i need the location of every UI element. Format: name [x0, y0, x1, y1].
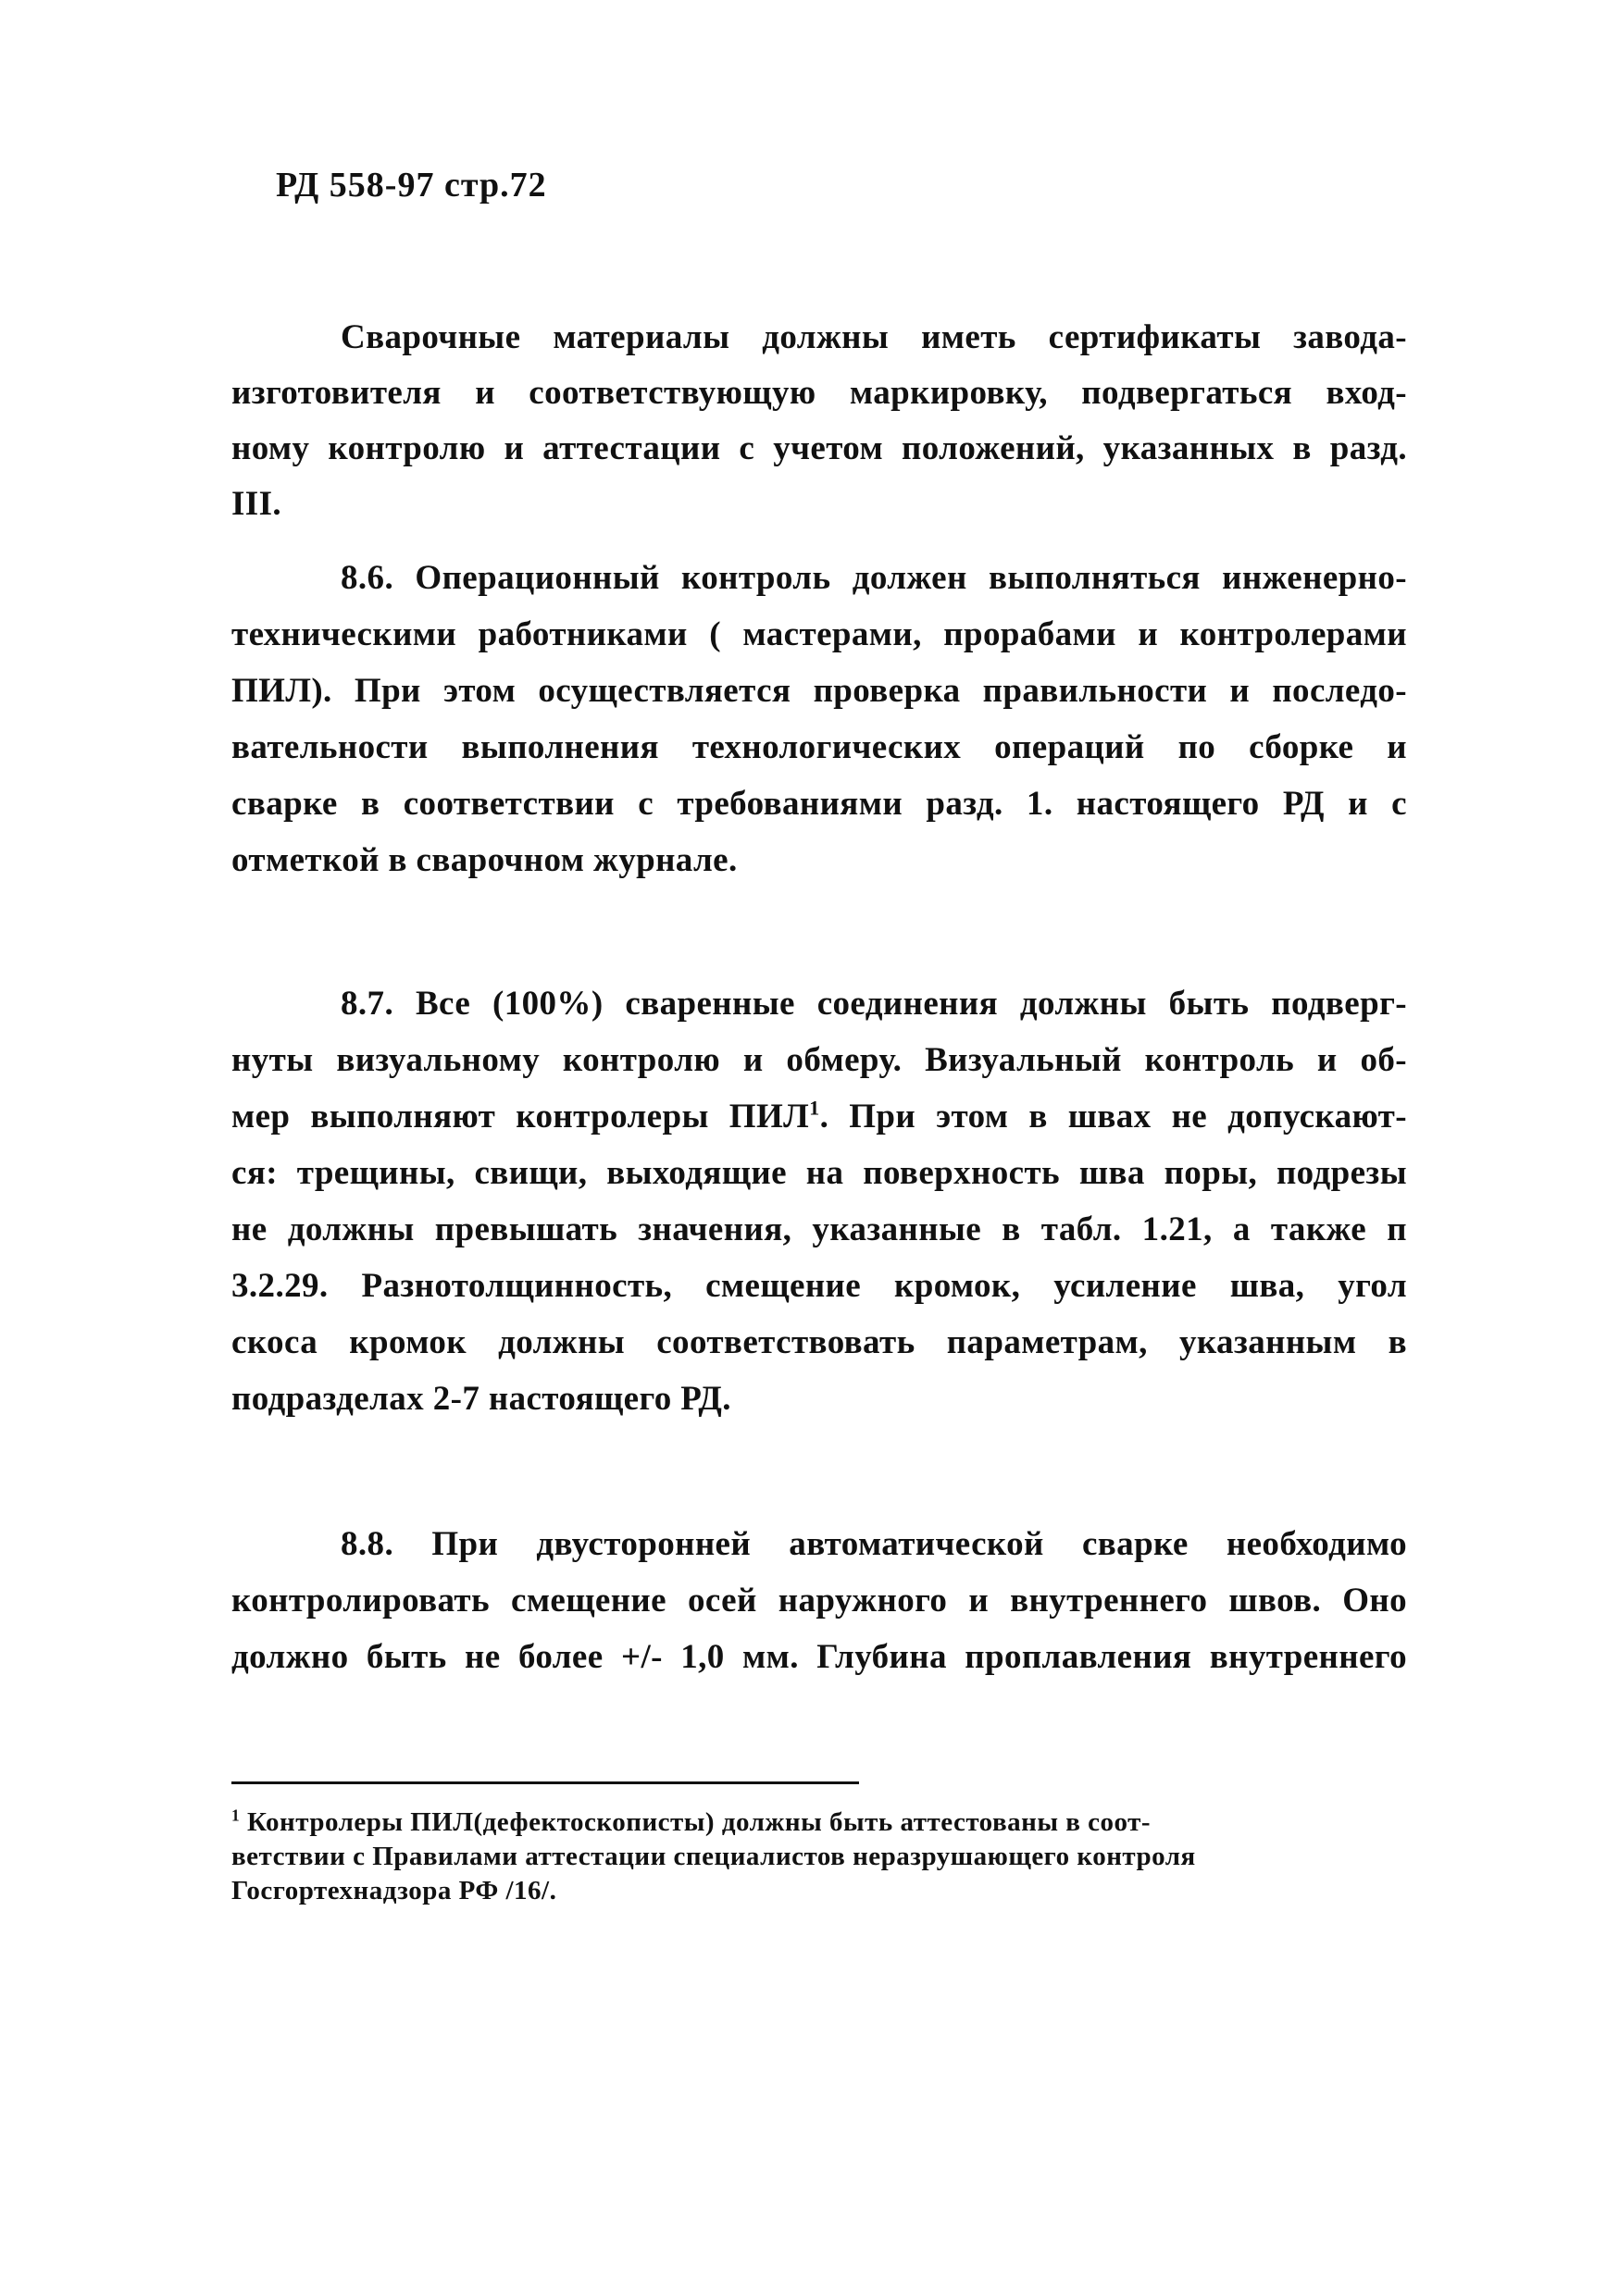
paragraph-line: ся: трещины, свищи, выходящие на поверхность шва поры, подрезы	[231, 1154, 1407, 1192]
paragraph-line: не должны превышать значения, указанные в табл. 1.21, а также п	[231, 1210, 1407, 1248]
footnote-line	[231, 1806, 1389, 1837]
paragraph-line: ному контролю и аттестации с учетом положений, указанных в разд.	[231, 429, 1407, 467]
paragraph-line: 8.6. Операционный контроль должен выполняться инженерно-	[341, 559, 1407, 597]
paragraph-line: ПИЛ). При этом осуществляется проверка правильности и последо-	[231, 672, 1407, 710]
paragraph-line: 3.2.29. Разнотолщинность, смещение кромок, усиление шва, угол	[231, 1267, 1407, 1305]
footnote-reference: 1	[809, 1096, 820, 1120]
paragraph-line: подразделах 2-7 настоящего РД.	[231, 1380, 731, 1418]
footnote-line: ветствии с Правилами аттестации специалистов неразрушающего контроля	[231, 1842, 1196, 1871]
footnote-separator	[231, 1781, 859, 1784]
footnote-line: Госгортехнадзора РФ /16/.	[231, 1876, 557, 1905]
line-text-tail: . При этом в швах не допускают-	[819, 1098, 1407, 1136]
line-text: мер выполняют контролеры ПИЛ	[231, 1098, 810, 1136]
paragraph-line: изготовителя и соответствующую маркировку, подвергаться вход-	[231, 374, 1407, 412]
paragraph-line: скоса кромок должны соответствовать параметрам, указанным в	[231, 1323, 1407, 1361]
footnote-text: Контролеры ПИЛ(дефектоскописты) должны быть аттестованы в соот-	[246, 1807, 1152, 1837]
paragraph-line: отметкой в сварочном журнале.	[231, 841, 738, 879]
paragraph-line: III.	[231, 485, 282, 523]
paragraph-line: 8.8. При двусторонней автоматической сварке необходимо	[341, 1525, 1407, 1563]
paragraph-line: Сварочные материалы должны иметь сертификаты завода-	[341, 318, 1407, 356]
paragraph-line: 8.7. Все (100%) сваренные соединения должны быть подверг-	[341, 985, 1407, 1023]
paragraph-line: контролировать смещение осей наружного и внутреннего швов. Оно	[231, 1582, 1407, 1620]
page-header: РД 558-97 стр.72	[276, 166, 547, 205]
paragraph-line: сварке в соответствии с требованиями разд. 1. настоящего РД и с	[231, 785, 1407, 823]
paragraph-line: техническими работниками ( мастерами, прорабами и контролерами	[231, 615, 1407, 653]
paragraph-line: вательности выполнения технологических операций по сборке и	[231, 728, 1407, 766]
paragraph-line	[231, 1096, 1407, 1136]
footnote-mark: 1	[231, 1806, 241, 1825]
paragraph-line: должно быть не более +/- 1,0 мм. Глубина проплавления внутреннего	[231, 1638, 1407, 1676]
paragraph-line: нуты визуальному контролю и обмеру. Визуальный контроль и об-	[231, 1041, 1407, 1079]
